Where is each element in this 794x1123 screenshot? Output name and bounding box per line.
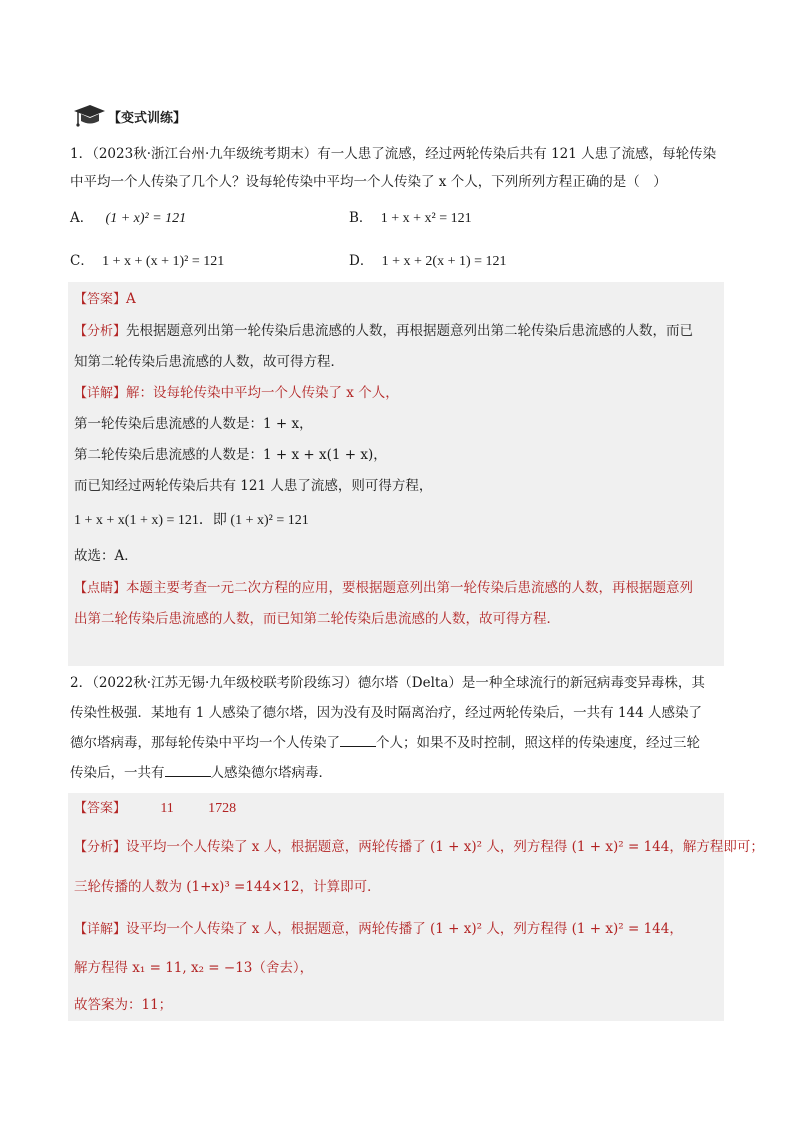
- blank-2: [165, 762, 211, 777]
- q2-detail-line-2: 解方程得 x₁ = 11, x₂ = −13（舍去），: [74, 960, 314, 976]
- blank-1: [340, 732, 376, 747]
- q1-option-c: C． 1 + x + (x + 1)² = 121: [70, 253, 225, 269]
- q2-detail-line-1: 【详解】设平均一个人传染了 x 人，根据题意，两轮传播了 (1 + x)² 人，列方程得 (1 + x)² = 144，: [74, 921, 683, 937]
- section-header: [72, 102, 186, 130]
- q1-option-b: B． 1 + x + x² = 121: [349, 210, 472, 226]
- q1-detail-line-5: 1 + x + x(1 + x) = 121．即 (1 + x)² = 121: [74, 513, 309, 528]
- graduation-cap-icon: [72, 102, 106, 130]
- q2-stem-line-1: 2．（2022秋·江苏无锡·九年级校联考阶段练习）德尔塔（Delta）是一种全球流行的新冠病毒变异毒株，其: [70, 675, 705, 691]
- q1-stem-line-1: 1．（2023秋·浙江台州·九年级统考期末）有一人患了流感，经过两轮传染后共有 121 人患了流感，每轮传染: [70, 146, 717, 162]
- q1-option-a: A． (1 + x)² = 121: [70, 210, 187, 226]
- q2-stem-line-3: 德尔塔病毒，那每轮传染中平均一个人传染了 个人；如果不及时控制，照这样的传染速度，经过三轮: [70, 730, 724, 756]
- question-1-stem: [70, 141, 724, 195]
- question-2-stem: [70, 670, 724, 786]
- q1-solution-box: [68, 282, 724, 666]
- q1-option-d: D． 1 + x + 2(x + 1) = 121: [349, 253, 507, 269]
- q2-stem-line-2: 传染性极强．某地有 1 人感染了德尔塔，因为没有及时隔离治疗，经过两轮传染后，一共有 144 人感染了: [70, 705, 703, 721]
- q2-answer: 【答案】 11 1728: [74, 801, 237, 816]
- q1-detail-line-4: 而已知经过两轮传染后共有 121 人患了流感，则可得方程，: [74, 478, 433, 494]
- q1-answer: 【答案】A: [74, 291, 136, 307]
- q2-analysis-line-2: 三轮传播的人数为 (1+x)³ =144×12，计算即可．: [74, 879, 381, 895]
- q1-stem-line-2: 中平均一个人传染了几个人？设每轮传染中平均一个人传染了 x 个人，下列所列方程正确的是（ ）: [70, 174, 667, 190]
- section-title: 【变式训练】: [108, 110, 187, 126]
- q1-comment-line-1: 【点睛】本题主要考查一元二次方程的应用，要根据题意列出第一轮传染后患流感的人数，再根据题意列: [74, 580, 694, 596]
- q1-analysis-line-2: 知第二轮传染后患流感的人数，故可得方程．: [74, 354, 344, 370]
- q1-comment-line-2: 出第二轮传染后患流感的人数，而已知第二轮传染后患流感的人数，故可得方程．: [74, 611, 560, 627]
- q1-detail-line-2: 第一轮传染后患流感的人数是：1 + x，: [74, 416, 313, 432]
- q1-analysis-line-1: 【分析】先根据题意列出第一轮传染后患流感的人数，再根据题意列出第二轮传染后患流感的人数，而已: [74, 323, 694, 339]
- q2-solution-box: [68, 793, 764, 1021]
- q1-detail-line-1: 【详解】解：设每轮传染中平均一个人传染了 x 个人，: [74, 385, 399, 401]
- q1-detail-line-3: 第二轮传染后患流感的人数是：1 + x + x(1 + x)，: [74, 447, 387, 463]
- q2-analysis-line-1: 【分析】设平均一个人传染了 x 人，根据题意，两轮传播了 (1 + x)² 人，列方程得 (1 + x)² = 144，解方程即可；: [74, 839, 764, 855]
- q2-detail-line-3: 故答案为：11；: [74, 997, 173, 1013]
- q1-detail-line-6: 故选：A．: [74, 548, 138, 564]
- q2-stem-line-4: 传染后，一共有 人感染德尔塔病毒．: [70, 760, 724, 786]
